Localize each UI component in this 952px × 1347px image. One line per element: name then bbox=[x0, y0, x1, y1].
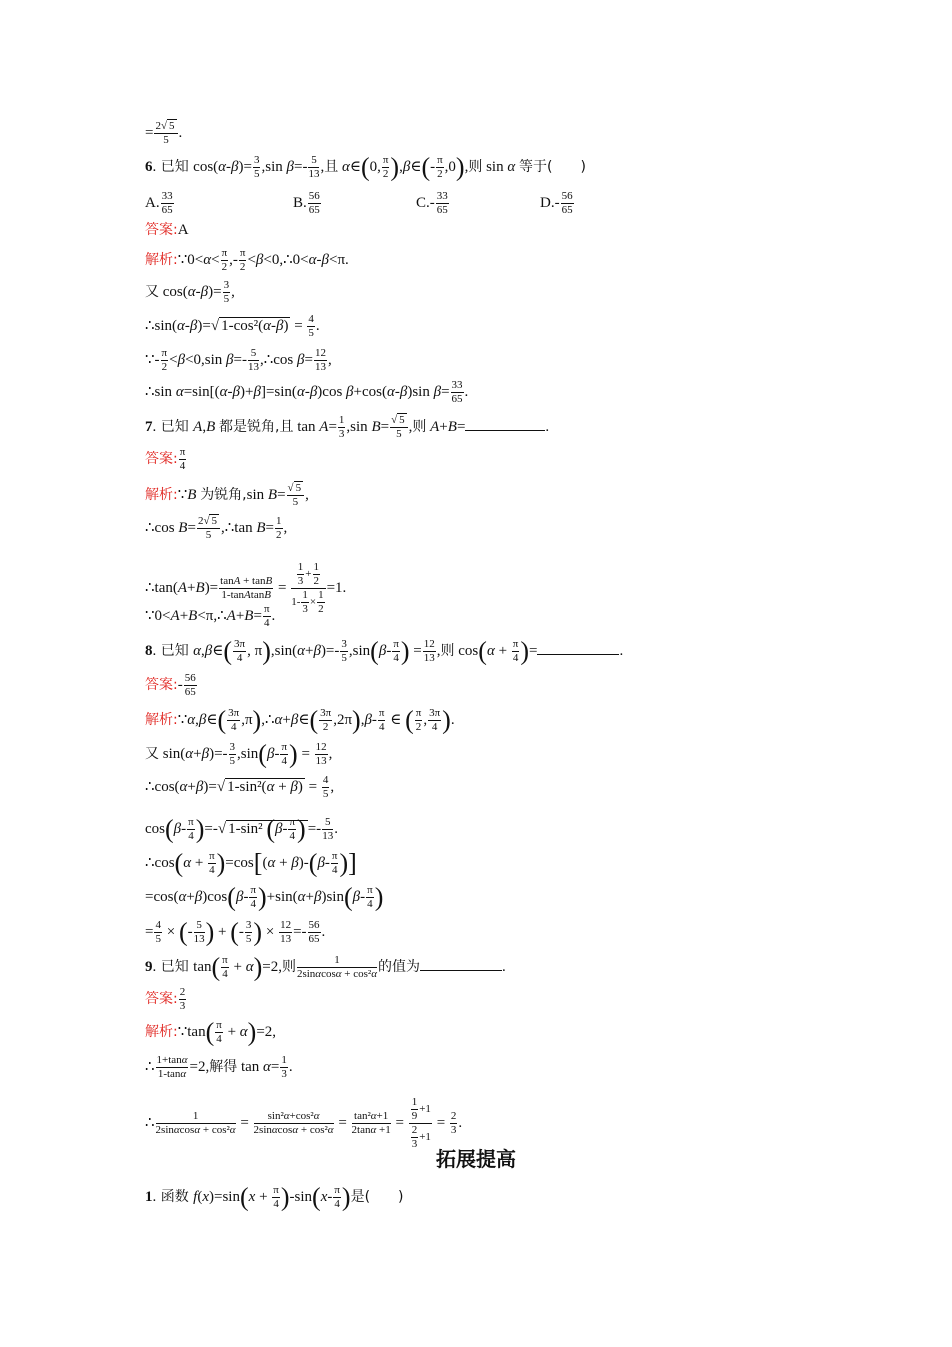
solution-8-line-1: 解析:∵α,β∈( $\frac{3\pi}{4}$ ,π),∴α+β∈( $\frac{3\pi}{2}$ ,2π),β- $\frac{\pi}{4}$ ∈ ( $\frac{\pi}{2}$ , $\frac{3\pi}{4}$ ). bbox=[145, 705, 455, 735]
solution-6-line-3: ∴sin(α-β)=√ 1-cos²(α-β) = $\frac{4}{5}$ . bbox=[145, 313, 320, 339]
question-8: 8. 已知 α,β∈( $\frac{3\pi}{4}$ , π),sin(α+β)=- $\frac{3}{5}$ ,sin(β- $\frac{\pi}{4}$ ) = $\frac{12}{13}$ ,则 cos(α + $\frac{\pi}{4}$ )= . bbox=[145, 636, 624, 666]
solution-8-line-5: ∴cos(α + $\frac{\pi}{4}$ )=cos[(α + β)-(β- $\frac{\pi}{4}$ )] bbox=[145, 848, 357, 878]
solution-6-line-5: ∴sin α=sin[(α-β)+β]=sin(α-β)cos β+cos(α-β)sin β= $\frac{33}{65}$ . bbox=[145, 379, 469, 405]
solution-8-line-2: 又 sin(α+β)=- $\frac{3}{5}$ ,sin(β- $\frac{\pi}{4}$ ) = $\frac{12}{13}$ , bbox=[145, 739, 333, 769]
solution-8-line-4: cos(β- $\frac{\pi}{4}$ )=-√ 1-sin² (β- $\frac{\pi}{4}$ ) =- $\frac{5}{13}$ . bbox=[145, 814, 338, 844]
option-a: A. $\frac{33}{65}$ bbox=[145, 190, 173, 216]
question-6: 6. 已知 cos(α-β)= $\frac{3}{5}$ ,sin β=- $\frac{5}{13}$ ,且 α∈(0, $\frac{\pi}{2}$ ),β∈(- $\frac{\pi}{2}$ ,0),则 sin α 等于( ) bbox=[145, 152, 586, 182]
answer-8: 答案:- $\frac{56}{65}$ bbox=[145, 672, 196, 698]
solution-6-line-4: ∵- $\frac{\pi}{2}$ <β<0,sin β=- $\frac{5}{13}$ ,∴cos β= $\frac{12}{13}$ , bbox=[145, 347, 332, 373]
solution-9-line-2: ∴ $\frac{1+\tan\alpha}{1-\tan\alpha}$ =2,解得 tan α= $\frac{1}{3}$ . bbox=[145, 1054, 293, 1080]
answer-6: 答案:A bbox=[145, 222, 189, 238]
option-d: D.- $\frac{56}{65}$ bbox=[540, 190, 573, 216]
question-9: 9. 已知 tan( $\frac{\pi}{4}$ + α)=2,则 $\frac{1}{\text{2sinαcosα + cos²α}}$ 的值为 . bbox=[145, 952, 506, 982]
continuation-line: = $\frac{2√ 5}{5}$ . bbox=[145, 120, 183, 146]
section-title: 拓展提高 bbox=[436, 1147, 516, 1171]
option-c: C.- $\frac{33}{65}$ bbox=[416, 190, 448, 216]
solution-9-line-3: ∴ $\frac{1}{\text{2sinαcosα + cos²α}}$ = $\frac{\text{sin²α+cos²α}}{\text{2sinαcosα + cos²α}}$ = $\frac{\text{tan²α+1}}{2\tan\alpha +1}$ = $\frac{1}{9}$ +1 $\frac{2}{3}$ +1 = $\frac{2}{3}$ . bbox=[145, 1096, 463, 1150]
solution-8-line-7: = $\frac{4}{5}$ × (- $\frac{5}{13}$ ) + (- $\frac{3}{5}$ ) × $\frac{12}{13}$ =- $\frac{56}{65}$ . bbox=[145, 917, 326, 947]
solution-7-line-2: ∴cos B= $\frac{2√ 5}{5}$ ,∴tan B= $\frac{1}{2}$ , bbox=[145, 515, 288, 541]
answer-9: 答案: $\frac{2}{3}$ bbox=[145, 986, 186, 1012]
solution-8-line-6: =cos(α+β)cos(β- $\frac{\pi}{4}$ )+sin(α+β)sin(β- $\frac{\pi}{4}$ ) bbox=[145, 882, 384, 912]
solution-9-line-1: 解析:∵tan( $\frac{\pi}{4}$ + α)=2, bbox=[145, 1017, 277, 1047]
solution-7-line-1: 解析:∵B 为锐角,sin B= $\frac{√ 5}{5}$ , bbox=[145, 482, 309, 508]
question-1: 1. 函数 f(x)=sin(x + $\frac{\pi}{4}$ )-sin(x- $\frac{\pi}{4}$ )是( ) bbox=[145, 1182, 404, 1212]
option-b: B. $\frac{56}{65}$ bbox=[293, 190, 320, 216]
solution-7-line-3: ∴tan(A+B)= $\frac{\tan A + \tan B}{\text{1-tanAtanB}}$ = $\frac{1}{3}$ + $\frac{1}{2}$ 1- $\frac{1}{3}$ × $\frac{1}{2}$ =1. bbox=[145, 561, 347, 615]
question-7: 7. 已知 A,B 都是锐角,且 tan A= $\frac{1}{3}$ ,sin B= $\frac{√ 5}{5}$ ,则 A+B= . bbox=[145, 414, 550, 440]
answer-7: 答案: $\frac{\pi}{4}$ bbox=[145, 446, 186, 472]
solution-6-line-1: 解析:∵0<α< $\frac{\pi}{2}$ ,- $\frac{\pi}{2}$ <β<0,∴0<α-β<π. bbox=[145, 247, 349, 273]
solution-6-line-2: 又 cos(α-β)= $\frac{3}{5}$ , bbox=[145, 279, 235, 305]
solution-8-line-3: ∴cos(α+β)=√ 1-sin²(α + β) = $\frac{4}{5}$ , bbox=[145, 774, 335, 800]
solution-7-line-4: ∵0<A+B<π,∴A+B= $\frac{\pi}{4}$ . bbox=[145, 603, 276, 629]
